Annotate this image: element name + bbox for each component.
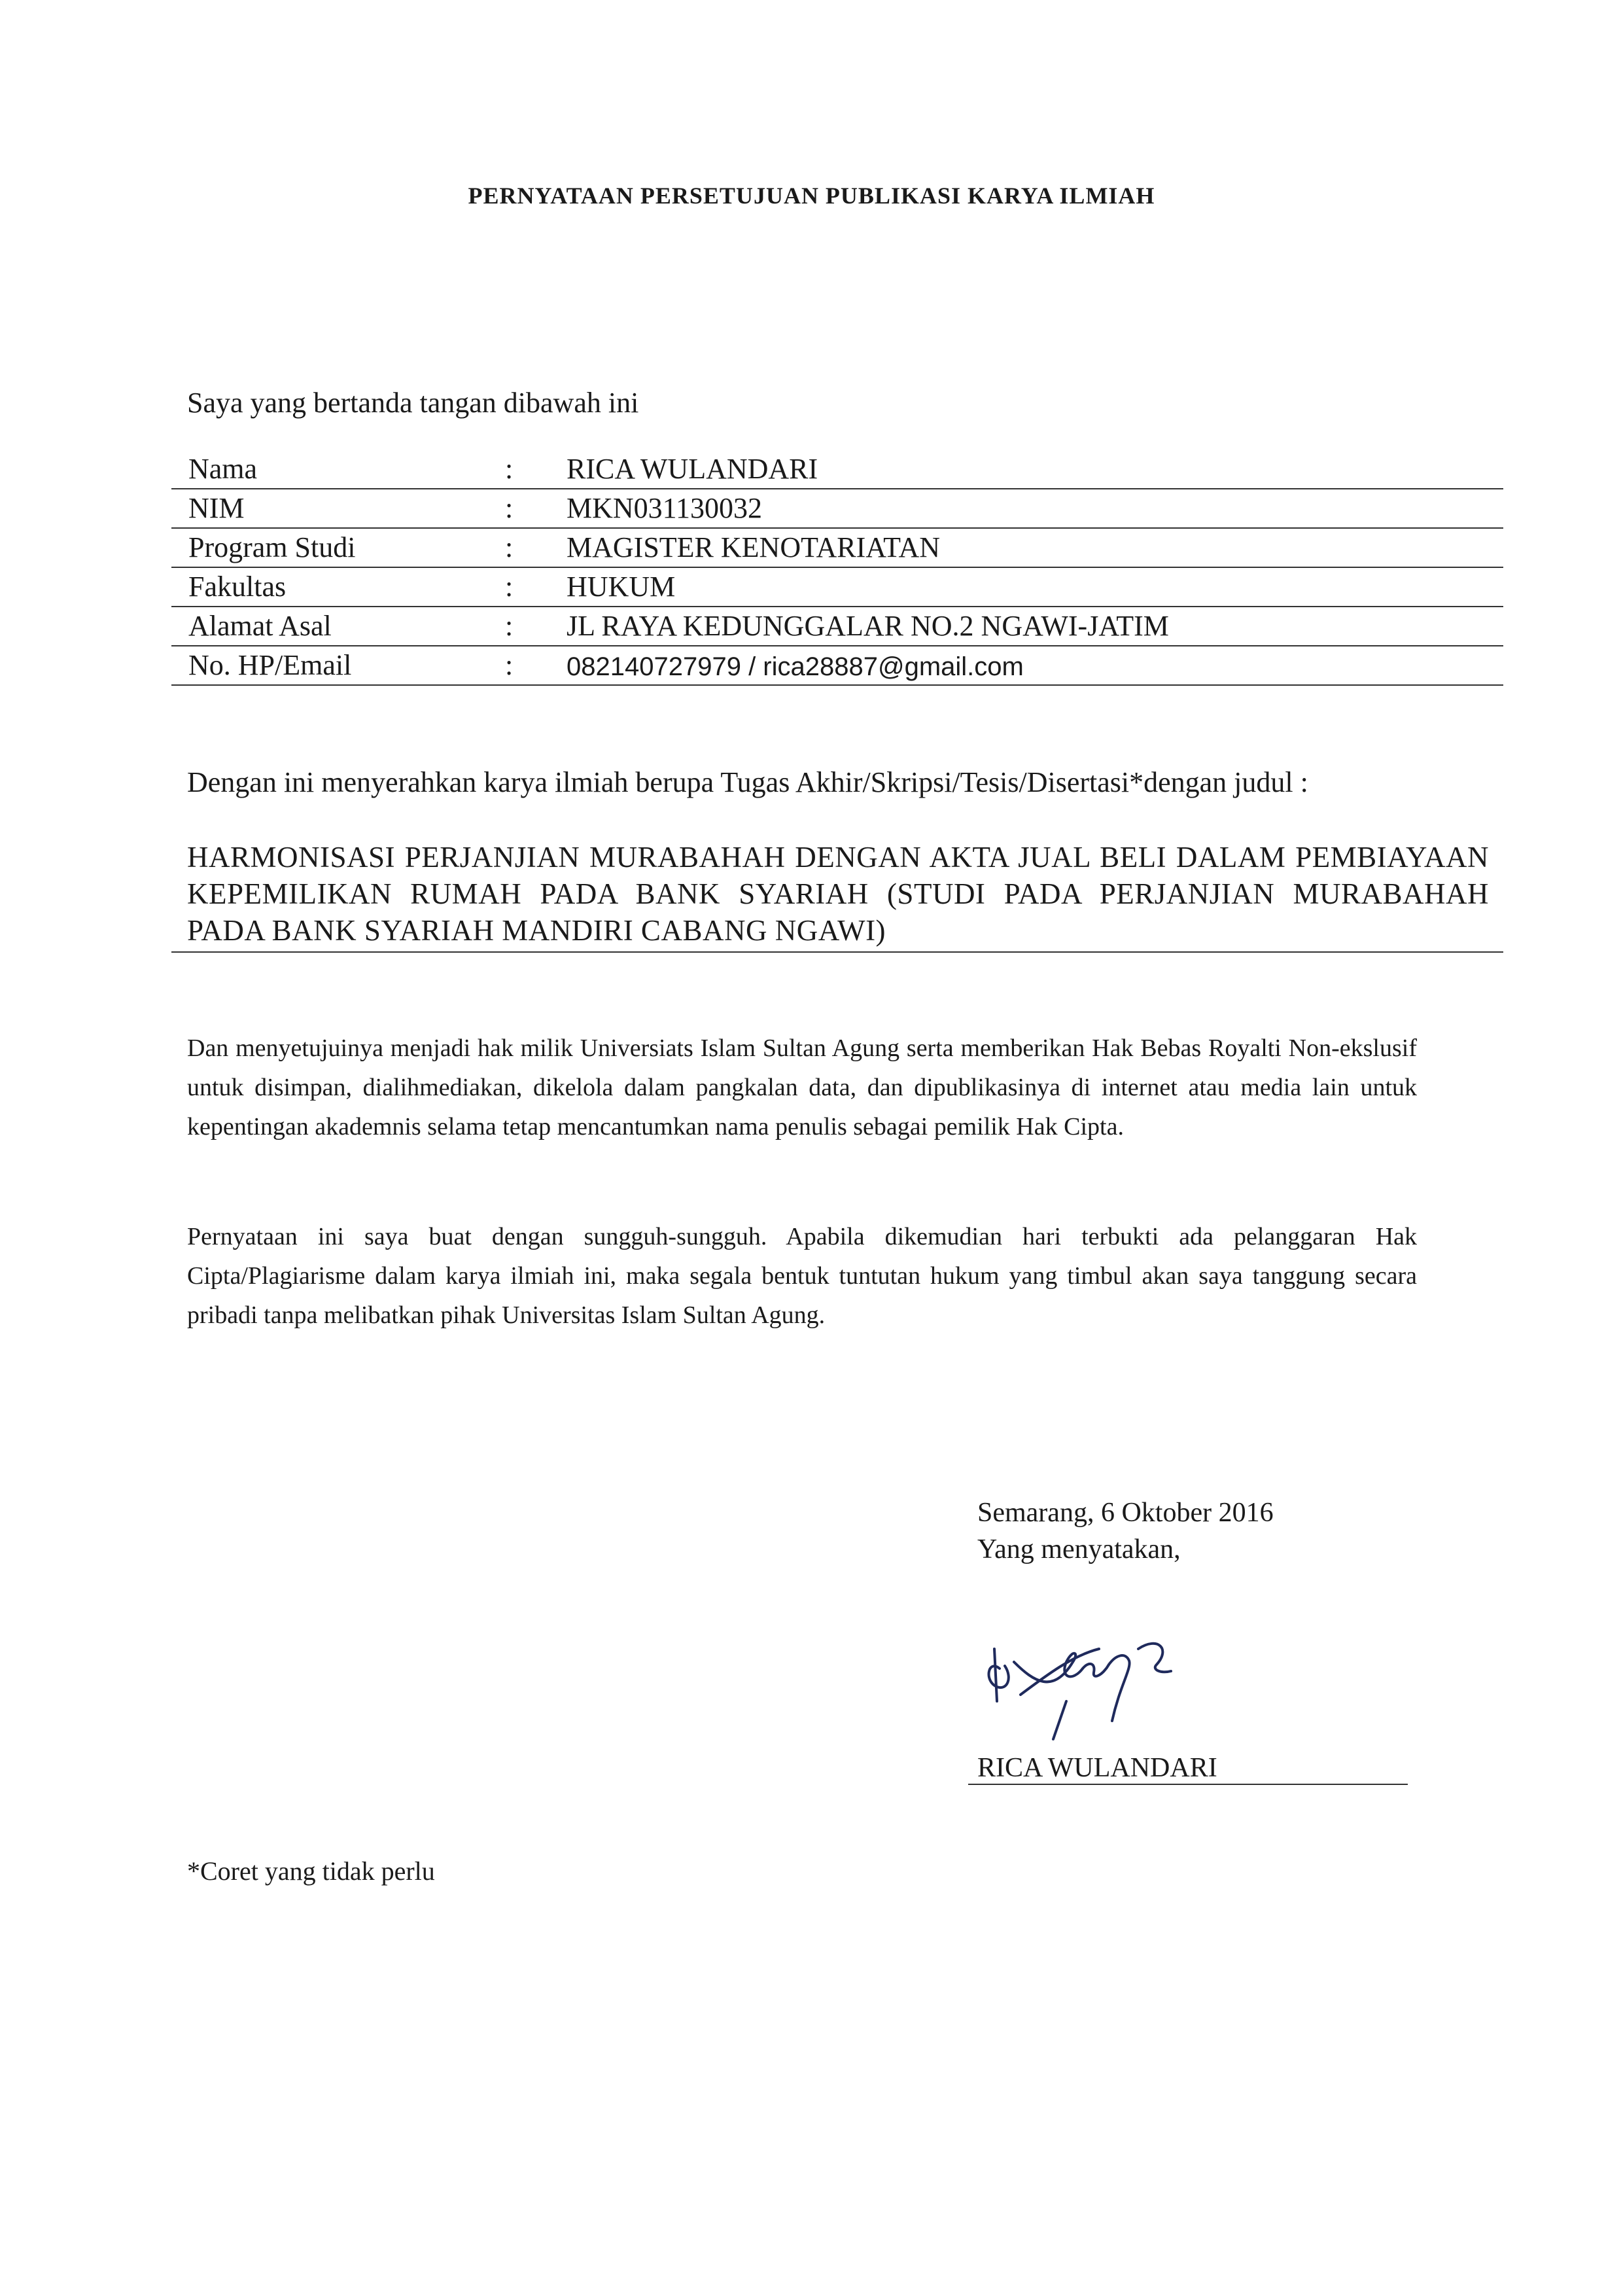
field-row-faculty (171, 568, 1503, 607)
signer-name: RICA WULANDARI (977, 1753, 1217, 1783)
field-colon: : (505, 571, 514, 603)
thesis-title: HARMONISASI PERJANJIAN MURABAHAH DENGAN AKTA JUAL BELI DALAM PEMBIAYAAN KEPEMILIKAN RUMAH PADA BANK SYARIAH (STUDI PADA PERJANJIAN MURABAHAH PADA BANK SYARIAH MANDIRI CABANG NGAWI) (187, 841, 1489, 947)
field-colon: : (505, 453, 514, 485)
field-value: MAGISTER KENOTARIATAN (567, 531, 941, 563)
place-date: Semarang, 6 Oktober 2016 (977, 1498, 1274, 1528)
signature (975, 1623, 1197, 1754)
field-colon: : (505, 531, 514, 563)
field-value: MKN031130032 (567, 492, 763, 524)
field-label: Nama (188, 453, 258, 485)
field-label: Program Studi (188, 531, 356, 563)
field-label: No. HP/Email (188, 649, 352, 681)
field-label: Fakultas (188, 571, 287, 603)
field-value: RICA WULANDARI (567, 453, 818, 485)
identity-table (171, 450, 1503, 686)
field-row-address (171, 607, 1503, 646)
field-colon: : (505, 649, 514, 681)
field-row-program (171, 529, 1503, 568)
signer-intro: Yang menyatakan, (977, 1534, 1181, 1564)
document-title: PERNYATAAN PERSETUJUAN PUBLIKASI KARYA ILMIAH (468, 183, 1155, 209)
consent-paragraph: Dan menyetujuinya menjadi hak milik Universiats Islam Sultan Agung serta memberikan Hak Bebas Royalti Non-ekslusif untuk disimpan, dialihmediakan, dikelola dalam pangkalan data, dan dipublikasinya di internet atau media lain untuk kepentingan akademnis selama tetap mencantumkan nama penulis sebagai pemilik Hak Cipta. (187, 1034, 1417, 1140)
submission-line: Dengan ini menyerahkan karya ilmiah berupa Tugas Akhir/Skripsi/Tesis/Disertasi*dengan judul : (187, 766, 1308, 798)
field-label: Alamat Asal (188, 610, 332, 642)
field-row-contact (171, 646, 1503, 686)
field-value: HUKUM (567, 571, 676, 603)
field-label: NIM (188, 492, 245, 524)
field-value: JL RAYA KEDUNGGALAR NO.2 NGAWI-JATIM (567, 610, 1169, 642)
field-value: 082140727979 / rica28887@gmail.com (567, 652, 1024, 681)
footnote: *Coret yang tidak perlu (187, 1856, 435, 1886)
intro-text: Saya yang bertanda tangan dibawah ini (187, 387, 639, 419)
title-underline (171, 951, 1503, 953)
signature-line (968, 1784, 1408, 1785)
field-colon: : (505, 610, 514, 642)
field-row-nim (171, 489, 1503, 529)
field-row-name (171, 450, 1503, 489)
field-colon: : (505, 492, 514, 524)
liability-paragraph: Pernyataan ini saya buat dengan sungguh-sungguh. Apabila dikemudian hari terbukti ada pelanggaran Hak Cipta/Plagiarisme dalam karya ilmiah ini, maka segala bentuk tuntutan hukum yang timbul akan saya tanggung secara pribadi tanpa melibatkan pihak Universitas Islam Sultan Agung. (187, 1223, 1417, 1329)
